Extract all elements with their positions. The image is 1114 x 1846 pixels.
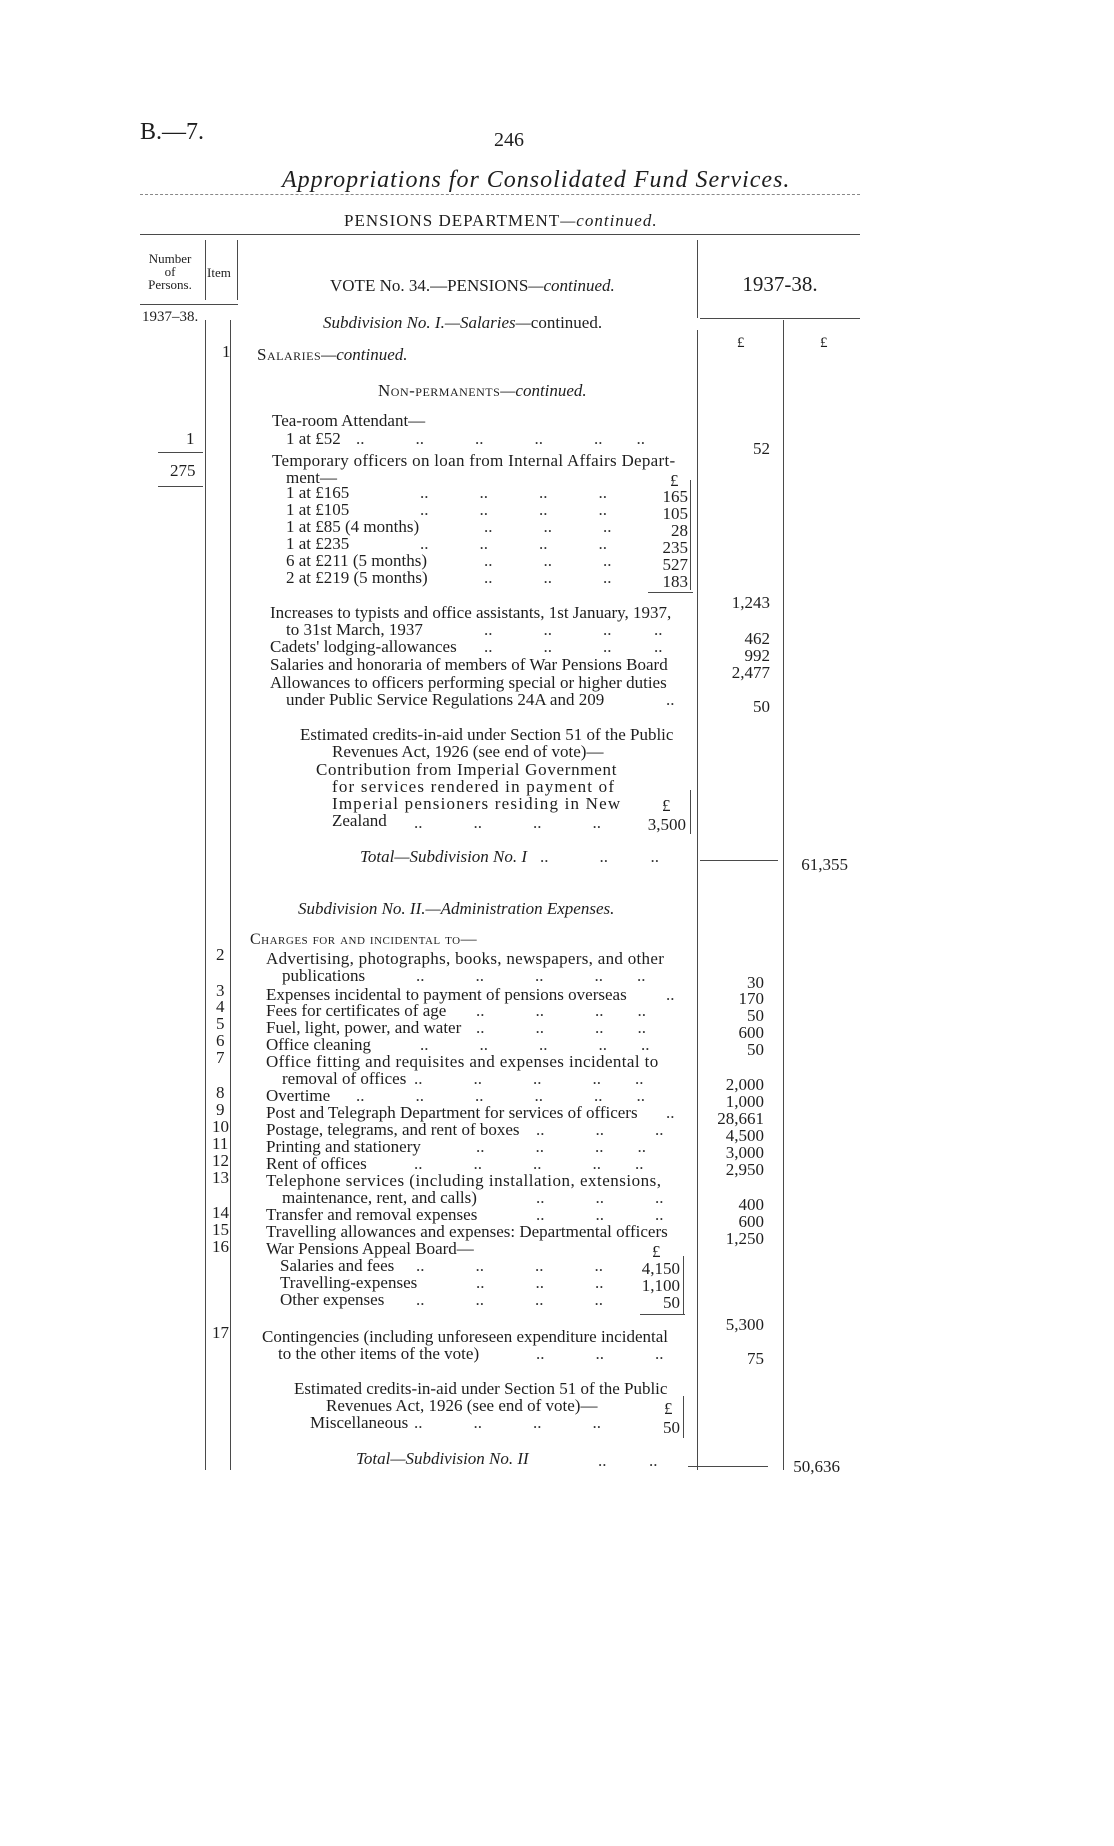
item-number: 15 [212, 1220, 229, 1239]
item-column-header: Item [207, 265, 231, 280]
leader-dots: .. .. .. [484, 551, 612, 570]
expense-label: Rent of offices [266, 1154, 367, 1173]
contingencies-label: Contingencies (including unforeseen expenditure incidental [262, 1327, 668, 1346]
contribution-label: Imperial pensioners residing in New [332, 794, 622, 813]
temp-officer-rate: 1 at £85 (4 months) [286, 517, 420, 536]
persons-header-line: of [164, 264, 176, 279]
expense-label-cont: removal of offices [282, 1069, 407, 1088]
expense-label: Expenses incidental to payment of pensions overseas [266, 985, 627, 1004]
expense-amount: 30 [747, 973, 764, 992]
leader-dots: .. .. .. .. .. [414, 1154, 644, 1173]
temp-officer-rate: 1 at £235 [286, 534, 350, 553]
temporary-officers-label-cont: ment— [286, 468, 337, 487]
appeal-board-row-value: 1,100 [641, 1276, 680, 1295]
leader-dots: .. .. .. .. .. [416, 966, 646, 985]
leader-dots: .. .. .. .. [420, 483, 607, 502]
leader-dots: .. .. .. [536, 1205, 664, 1224]
expense-label: Fuel, light, power, and water [266, 1018, 462, 1037]
item-number: 5 [216, 1014, 225, 1033]
expense-label: Telephone services (including installation, extensions, [266, 1171, 662, 1190]
tea-room-amount: 52 [753, 439, 770, 458]
temp-officers-total: 1,243 [731, 593, 770, 612]
expense-label: Office cleaning [266, 1035, 371, 1054]
expense-amount: 1,250 [725, 1229, 764, 1248]
salaries-heading [257, 346, 408, 363]
item-number: 4 [216, 997, 225, 1016]
expense-label-cont: maintenance, rent, and calls) [282, 1188, 477, 1207]
expense-label: Transfer and removal expenses [266, 1205, 478, 1224]
item-number: 8 [216, 1083, 225, 1102]
war-pensions-board-amount: 2,477 [731, 663, 770, 682]
item-number: 2 [216, 945, 225, 964]
subdivision-1-total-label: Total—Subdivision No. I [360, 847, 528, 866]
persons-column-header [140, 252, 200, 291]
item-number: 17 [212, 1323, 229, 1342]
expense-label: Post and Telegraph Department for services of officers [266, 1103, 638, 1122]
appeal-board-row-label: Travelling-expenses [280, 1273, 418, 1292]
subdivision-1-title: Subdivision No. I.—Salaries— [323, 313, 531, 332]
expense-amount: 50 [747, 1040, 764, 1059]
leader-dots: .. .. .. .. [476, 1018, 646, 1037]
department-heading [344, 212, 658, 229]
pound-sign: £ [664, 1399, 673, 1418]
item-number: 3 [216, 981, 225, 1000]
vote-title-main: VOTE No. 34.—PENSIONS [330, 276, 529, 295]
expense-label: Overtime [266, 1086, 331, 1105]
non-permanents-continued: —continued. [500, 381, 587, 400]
leader-dots: .. .. .. [476, 1273, 604, 1292]
temp-officer-rate: 1 at £105 [286, 500, 350, 519]
expense-amount: 2,000 [725, 1075, 764, 1094]
persons-year-header: 1937–38. [142, 309, 199, 325]
subdivision-2-heading: Subdivision No. II.—Administration Expenses. [298, 899, 615, 918]
allowances-amount: 50 [753, 697, 770, 716]
non-permanents-label: Non-permanents [378, 381, 501, 400]
increases-label-cont: to 31st March, 1937 [286, 620, 423, 639]
expense-label: Postage, telegrams, and rent of boxes [266, 1120, 520, 1139]
persons-count: 275 [170, 461, 196, 480]
appeal-board-total: 5,300 [725, 1315, 764, 1334]
appeal-board-row-value: 50 [663, 1293, 680, 1312]
appeal-board-row-label: Salaries and fees [280, 1256, 395, 1275]
leader-dots: .. .. .. [536, 1188, 664, 1207]
expense-amount: 3,000 [725, 1143, 764, 1162]
temp-officer-value: 527 [662, 555, 688, 574]
department-continued: —continued. [560, 211, 658, 230]
credits-in-aid-label: Estimated credits-in-aid under Section 51 of the Public [294, 1379, 668, 1398]
leader-dots: .. .. [598, 1451, 658, 1470]
leader-dots: .. .. .. .. [414, 813, 601, 832]
leader-dots: .. .. .. .. [476, 1001, 646, 1020]
pound-sign: £ [670, 471, 679, 490]
subdivision-2-total: 50,636 [793, 1457, 840, 1476]
subdivision-1-heading [323, 314, 602, 331]
leader-dots: .. .. .. .. [484, 637, 663, 656]
expense-amount: 600 [738, 1023, 764, 1042]
expense-amount: 28,661 [717, 1109, 764, 1128]
leader-dots: .. .. .. .. [420, 534, 607, 553]
persons-header-line: Number [148, 251, 192, 266]
leader-dots: .. .. .. .. [484, 620, 663, 639]
item-number: 9 [216, 1100, 225, 1119]
pound-sign: £ [662, 796, 671, 815]
item-number: 12 [212, 1151, 229, 1170]
item-number: 1 [222, 342, 231, 361]
leader-dots: .. .. .. [484, 517, 612, 536]
expense-amount: 4,500 [725, 1126, 764, 1145]
pound-column-2: £ [820, 335, 828, 351]
expense-label: Travelling allowances and expenses: Departmental officers [266, 1222, 668, 1241]
item-number: 11 [212, 1134, 229, 1153]
subdivision-2-total-label: Total—Subdivision No. II [356, 1449, 529, 1468]
page-number: 246 [494, 129, 524, 151]
expense-amount: 50 [747, 1006, 764, 1025]
cadets-label: Cadets' lodging-allowances [270, 637, 457, 656]
leader-dots: .. .. .. .. .. [420, 1035, 650, 1054]
item-number: 14 [212, 1203, 229, 1222]
miscellaneous-amount: 50 [663, 1418, 680, 1437]
increases-amount: 462 [744, 629, 770, 648]
temp-officer-value: 28 [671, 521, 688, 540]
contribution-label: Contribution from Imperial Government [316, 760, 618, 779]
credits-in-aid-label: Revenues Act, 1926 (see end of vote)— [332, 742, 604, 761]
leader-dots: .. [666, 690, 675, 709]
item-number: 7 [216, 1048, 225, 1067]
temp-officer-value: 165 [662, 487, 688, 506]
expense-label: Printing and stationery [266, 1137, 421, 1156]
leader-dots: .. .. .. [536, 1344, 664, 1363]
page-title: Appropriations for Consolidated Fund Services. [282, 167, 791, 193]
temporary-officers-label: Temporary officers on loan from Internal Affairs Depart- [272, 451, 676, 470]
leader-dots: .. .. .. .. [420, 500, 607, 519]
expense-label: Advertising, photographs, books, newspapers, and other [266, 949, 665, 968]
appeal-board-label: War Pensions Appeal Board— [266, 1239, 474, 1258]
contribution-label: Zealand [332, 811, 387, 830]
estimate-year-header: 1937-38. [742, 272, 818, 296]
temp-officer-value: 105 [662, 504, 688, 523]
leader-dots: .. .. .. .. .. .. [356, 1086, 645, 1105]
subdivision-1-total: 61,355 [801, 855, 848, 874]
leader-dots: .. .. .. [540, 847, 659, 866]
expense-amount: 170 [738, 989, 764, 1008]
temp-officer-rate: 6 at £211 (5 months) [286, 551, 428, 570]
expense-label: Office fitting and requisites and expenses incidental to [266, 1052, 659, 1071]
salaries-continued: —continued. [321, 345, 408, 364]
item-number: 16 [212, 1237, 229, 1256]
subdivision-1-continued: continued. [530, 313, 603, 332]
contingencies-label-cont: to the other items of the vote) [278, 1344, 480, 1363]
salaries-label: Salaries [257, 345, 322, 364]
expense-amount: 2,950 [725, 1160, 764, 1179]
tea-room-rate: 1 at £52 [286, 429, 341, 448]
tea-room-label: Tea-room Attendant— [272, 411, 426, 430]
charges-heading: Charges for and incidental to— [250, 931, 478, 948]
credits-in-aid-label: Revenues Act, 1926 (see end of vote)— [326, 1396, 598, 1415]
persons-count: 1 [186, 429, 195, 448]
leader-dots: .. .. .. .. [416, 1290, 603, 1309]
expense-label: Fees for certificates of age [266, 1001, 447, 1020]
leader-dots: .. .. .. .. [416, 1256, 603, 1275]
contribution-label: for services rendered in payment of [332, 777, 616, 796]
appeal-board-row-value: 4,150 [641, 1259, 680, 1278]
pound-sign: £ [652, 1242, 661, 1261]
credits-in-aid-label: Estimated credits-in-aid under Section 51 of the Public [300, 725, 674, 744]
leader-dots: .. .. .. .. .. .. [356, 429, 645, 448]
leader-dots: .. .. .. .. .. [414, 1069, 644, 1088]
leader-dots: .. [666, 985, 675, 1004]
expense-amount: 1,000 [725, 1092, 764, 1111]
item-number: 13 [212, 1168, 229, 1187]
item-number: 10 [212, 1117, 229, 1136]
allowances-label-cont: under Public Service Regulations 24A and 209 [286, 690, 605, 709]
temp-officer-rate: 1 at £165 [286, 483, 350, 502]
cadets-amount: 992 [744, 646, 770, 665]
pound-column-1: £ [737, 335, 745, 351]
war-pensions-board-label: Salaries and honoraria of members of War Pensions Board [270, 655, 668, 674]
expense-label-cont: publications [282, 966, 366, 985]
department-name: PENSIONS DEPARTMENT [344, 211, 561, 230]
temp-officer-value: 183 [662, 572, 688, 591]
leader-dots: .. .. .. .. [476, 1137, 646, 1156]
appeal-board-row-label: Other expenses [280, 1290, 385, 1309]
persons-header-line: Persons. [148, 277, 192, 292]
temp-officer-value: 235 [662, 538, 688, 557]
leader-dots: .. .. .. [536, 1120, 664, 1139]
document-reference: B.—7. [140, 119, 205, 145]
expense-amount: 600 [738, 1212, 764, 1231]
increases-label: Increases to typists and office assistants, 1st January, 1937, [270, 603, 672, 622]
miscellaneous-label: Miscellaneous [310, 1413, 409, 1432]
non-permanents-heading [378, 382, 587, 399]
credit-amount: 3,500 [647, 815, 686, 834]
vote-title-continued: —continued. [528, 276, 615, 295]
leader-dots: .. .. .. [484, 568, 612, 587]
temp-officer-rate: 2 at £219 (5 months) [286, 568, 428, 587]
expense-amount: 400 [738, 1195, 764, 1214]
contingencies-amount: 75 [747, 1349, 764, 1368]
leader-dots: .. [666, 1103, 675, 1122]
item-number: 6 [216, 1031, 225, 1050]
allowances-label: Allowances to officers performing special or higher duties [270, 673, 667, 692]
leader-dots: .. .. .. .. [414, 1413, 601, 1432]
vote-title [330, 277, 615, 294]
